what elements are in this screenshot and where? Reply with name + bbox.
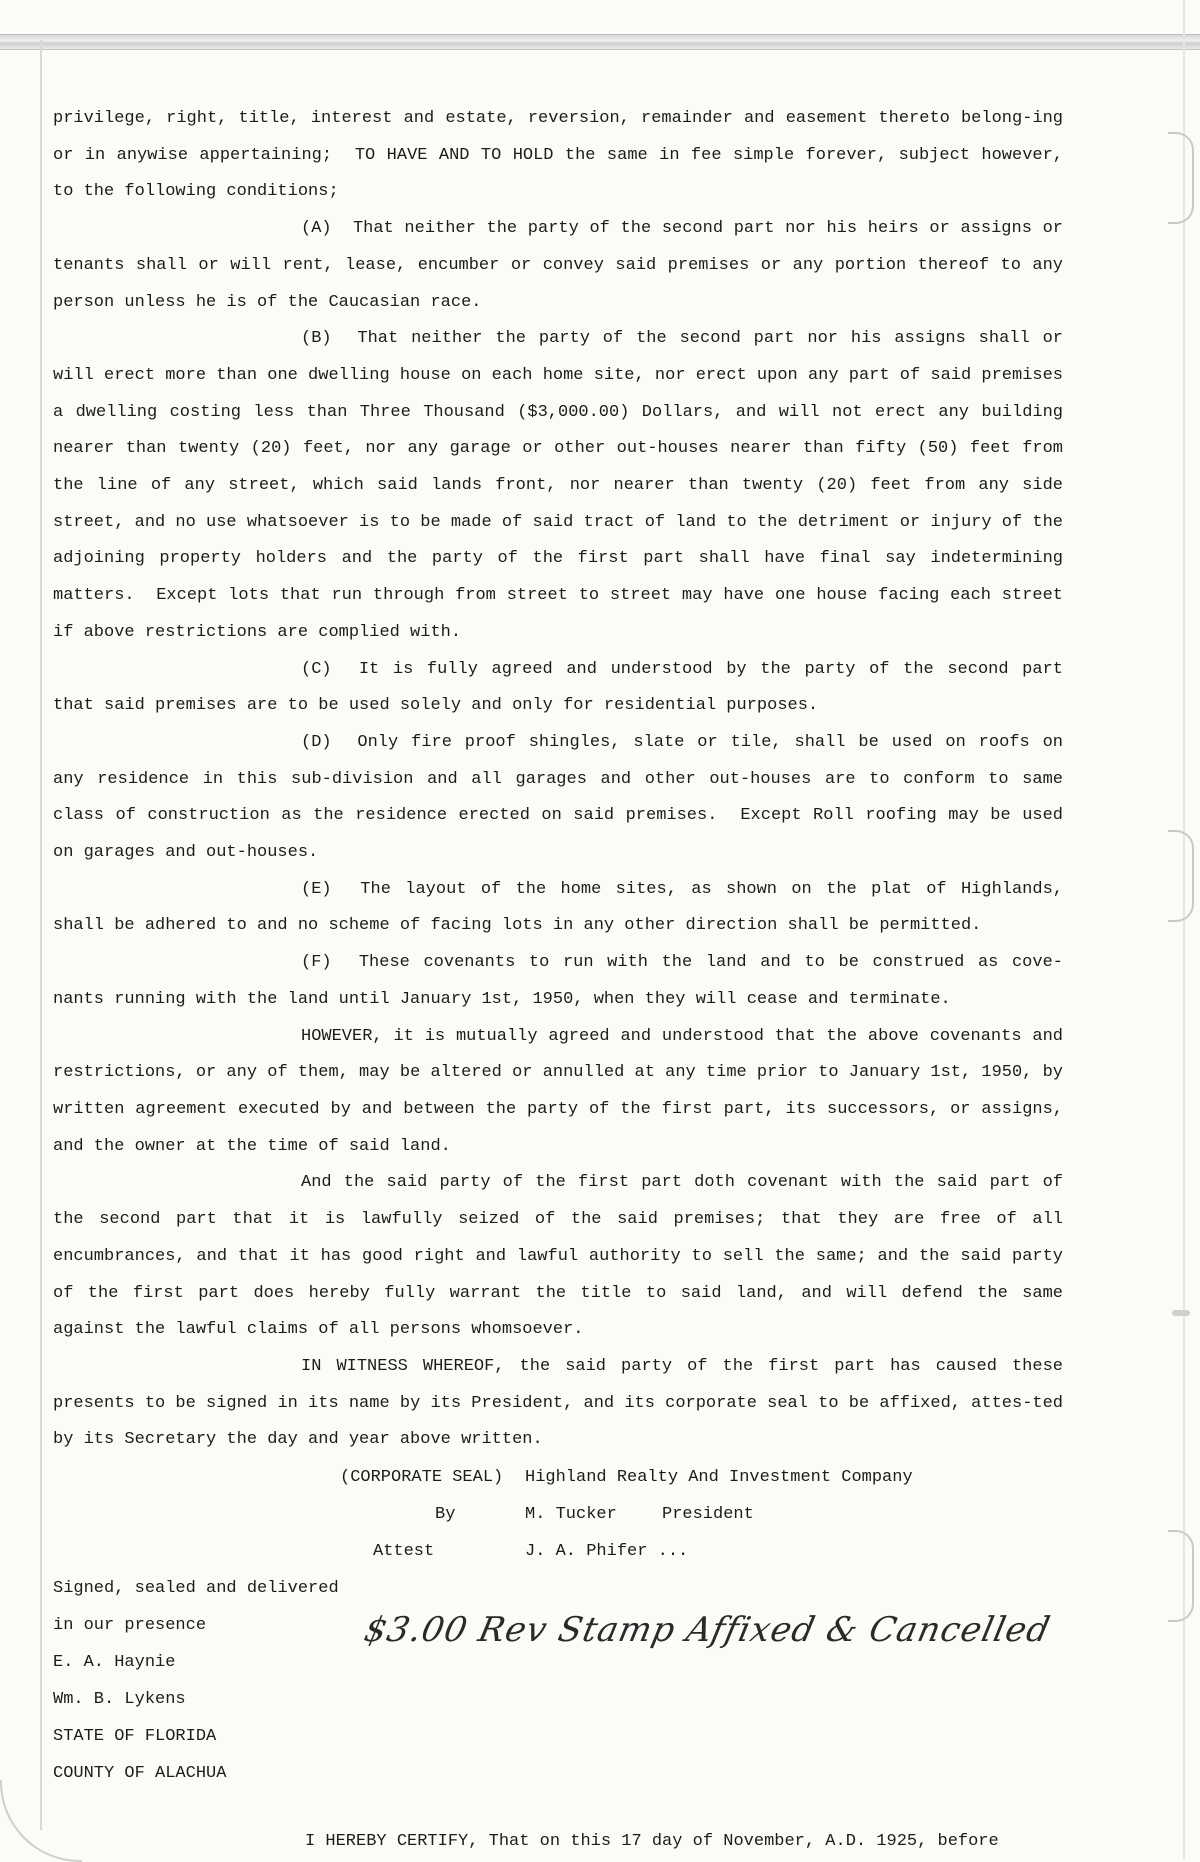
attest-label: Attest	[373, 1542, 435, 1561]
binder-ring-mark	[1168, 132, 1194, 224]
corporate-seal-label: (CORPORATE SEAL)	[340, 1468, 504, 1487]
witness-name: Wm. B. Lykens	[53, 1690, 186, 1709]
condition-d: (D) Only fire proof shingles, slate or tile, shall be used on roofs on any residence in this sub-division and all garages and other out-houses are to conform to same class of construction as the residence erected on said premises. Except Roll roofing may be used on garages and out-houses.	[53, 732, 1074, 863]
condition-f: (F) These covenants to run with the land and to be construed as cove-nants running with the land until January 1st, 1950, when they will cease and terminate.	[53, 953, 1063, 1009]
however-clause: HOWEVER, it is mutually agreed and understood that the above covenants and restrictions, or any of them, may be altered or annulled at any time prior to January 1st, 1950, by written agreement executed by and between the party of the first part, its successors, or assigns, and the owner at the time of said land.	[53, 1026, 1074, 1156]
page-left-edge	[40, 40, 42, 1830]
binder-ring-mark	[1168, 1530, 1194, 1622]
condition-c: (C) It is fully agreed and understood by the party of the second part that said premises are to be used solely and only for residential purposes.	[53, 659, 1074, 716]
by-label: By	[435, 1505, 456, 1524]
state-label: STATE OF FLORIDA	[53, 1727, 217, 1746]
condition-b: (B) That neither the party of the second part nor his assigns shall or will erect more than one dwelling house on each home site, nor erect upon any part of said premises a dwelling costing less than Three Thousand ($3,000.00) Dollars, and will not erect any building nearer than twenty (20) feet, nor any garage or other out-houses nearer than fifty (50) feet from the line of any street, which said lands front, nor nearer than twenty (20) feet from any side street, and no use whatsoever is to be made of said tract of land to the detriment or injury of the adjoining property holders and the party of the first part shall have final say indetermining matters. Except lots that run through from street to street may have one house facing each street if above restrictions are complied with.	[53, 329, 1074, 642]
handwritten-note: $3.00 Rev Stamp Affixed & Cancelled	[360, 1610, 1055, 1650]
paper-smudge	[1172, 1310, 1190, 1316]
deed-paragraph: privilege, right, title, interest and estate, reversion, remainder and easement thereto belong-ing or in anywise appertaining; TO HAVE AND TO HOLD the same in fee simple forever, subject however, to the following conditions;	[53, 109, 1074, 202]
condition-e: (E) The layout of the home sites, as shown on the plat of Highlands, shall be adhered to and no scheme of facing lots in any other direction shall be permitted.	[53, 879, 1074, 936]
condition-a: (A) That neither the party of the second part nor his heirs or assigns or tenants shall or will rent, lease, encumber or convey said premises or any portion thereof to any person unless he is of the Caucasian race.	[53, 219, 1074, 312]
page-top-rule	[0, 34, 1200, 50]
witness-line-1: Signed, sealed and delivered	[53, 1579, 339, 1598]
secretary-name: J. A. Phifer ...	[525, 1542, 689, 1561]
warranty-clause: And the said party of the first part doth covenant with the said part of the second part that it is lawfully seized of the said premises; that they are free of all encumbrances, and that it has good right and lawful authority to sell the same; and the said party of the first part does hereby fully warrant the title to said land, and will defend the same against the lawful claims of all persons whomsoever.	[53, 1173, 1074, 1340]
certification-line: I HEREBY CERTIFY, That on this 17 day of November, A.D. 1925, before	[305, 1832, 999, 1851]
president-title: President	[662, 1505, 754, 1524]
witness-name: E. A. Haynie	[53, 1653, 176, 1672]
witness-whereof-clause: IN WITNESS WHEREOF, the said party of the first part has caused these presents to be signed in its name by its President, and its corporate seal to be affixed, attes-ted by its Secretary the day and year above written.	[53, 1356, 1074, 1450]
page-corner-curl	[0, 1780, 82, 1862]
president-name: M. Tucker	[525, 1505, 617, 1524]
witness-line-2: in our presence	[53, 1616, 207, 1635]
company-name: Highland Realty And Investment Company	[525, 1468, 913, 1487]
deed-body-text	[53, 101, 1074, 1459]
binder-ring-mark	[1168, 830, 1194, 922]
county-label: COUNTY OF ALACHUA	[53, 1764, 227, 1783]
